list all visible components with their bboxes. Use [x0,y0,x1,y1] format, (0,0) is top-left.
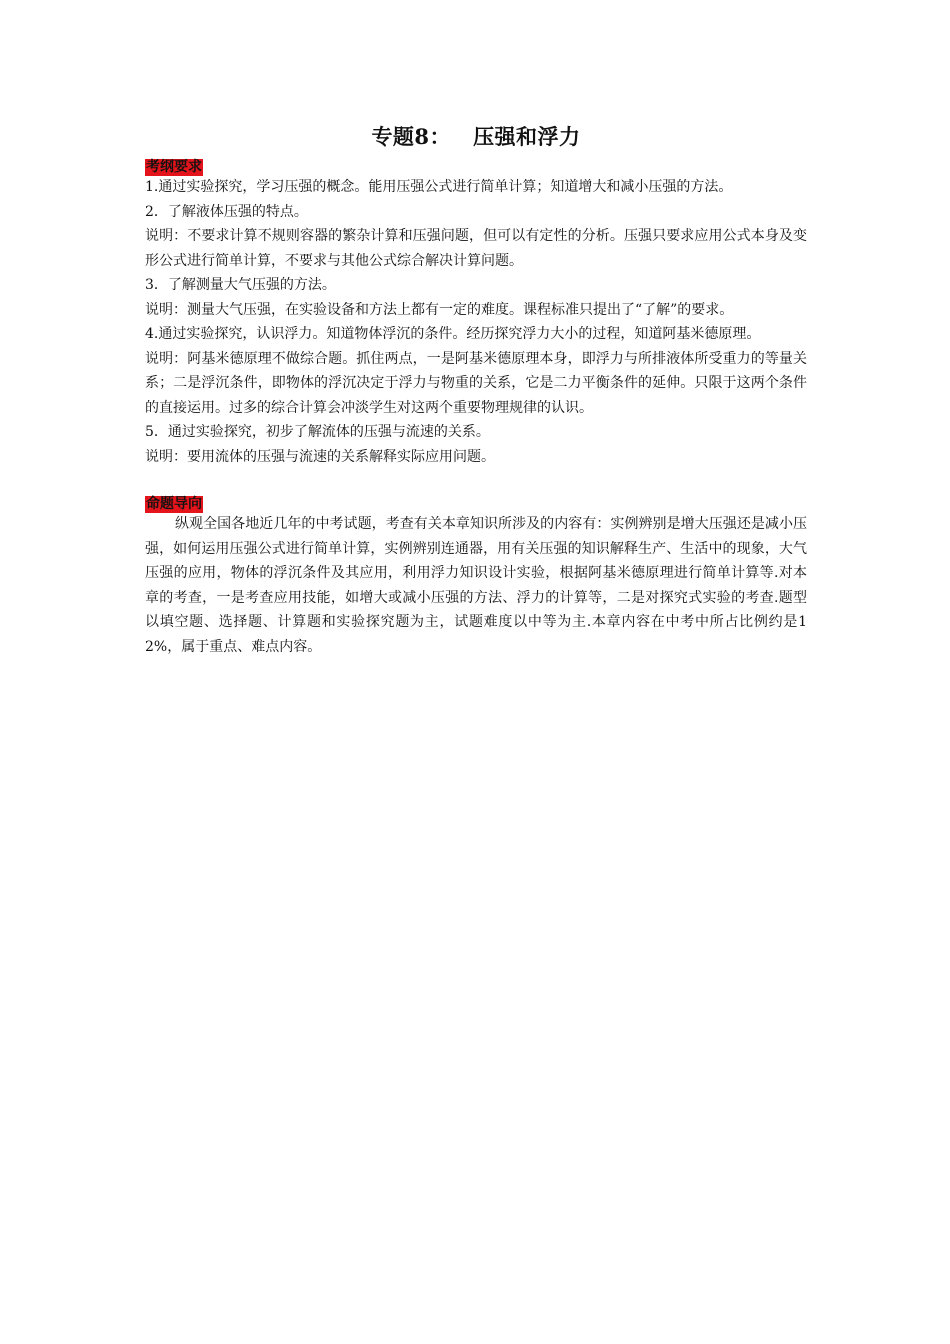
orientation-paragraph: 纵观全国各地近几年的中考试题，考查有关本章知识所涉及的内容有：实例辨别是增大压强还是减小压强，如何运用压强公式进行简单计算，实例辨别连通器，用有关压强的知识解释生产、生活中的现象，大气压强的应用，物体的浮沉条件及其应用，利用浮力知识设计实验，根据阿基米德原理进行简单计算等.对本章的考查，一是考查应用技能，如增大或减小压强的方法、浮力的计算等，二是对探究式实验的考查.题型以填空题、选择题、计算题和实验探究题为主，试题难度以中等为主.本章内容在中考中所占比例约是12%，属于重点、难点内容。 [145,516,807,655]
syllabus-note: 说明：阿基米德原理不做综合题。抓住两点，一是阿基米德原理本身，即浮力与所排液体所受重力的等量关系；二是浮沉条件，即物体的浮沉决定于浮力与物重的关系，它是二力平衡条件的延伸。只限于这两个条件的直接运用。过多的综合计算会冲淡学生对这两个重要物理规律的认识。 [145,350,807,416]
document-title [145,120,807,154]
syllabus-note: 说明：不要求计算不规则容器的繁杂计算和压强问题，但可以有定性的分析。压强只要求应用公式本身及变形公式进行简单计算，不要求与其他公式综合解决计算问题。 [145,228,807,269]
syllabus-item: 3．了解测量大气压强的方法。 [145,277,336,293]
title-prefix: 专题8： [371,124,452,149]
document-page [145,120,807,659]
section-heading-syllabus: 考纲要求 [146,159,202,175]
syllabus-item: 1.通过实验探究，学习压强的概念。能用压强公式进行简单计算；知道增大和减小压强的方法。 [145,179,733,195]
title-main: 压强和浮力 [473,124,581,149]
syllabus-note: 说明：要用流体的压强与流速的关系解释实际应用问题。 [145,448,495,465]
syllabus-item: 2．了解液体压强的特点。 [145,203,308,220]
syllabus-item: 4.通过实验探究，认识浮力。知道物体浮沉的条件。经历探究浮力大小的过程，知道阿基米德原理。 [145,326,761,342]
syllabus-item: 5．通过实验探究，初步了解流体的压强与流速的关系。 [145,424,490,440]
section-heading-orientation: 命题导向 [146,496,202,512]
syllabus-note: 说明：测量大气压强，在实验设备和方法上都有一定的难度。课程标准只提出了“了解”的要求。 [145,301,734,318]
